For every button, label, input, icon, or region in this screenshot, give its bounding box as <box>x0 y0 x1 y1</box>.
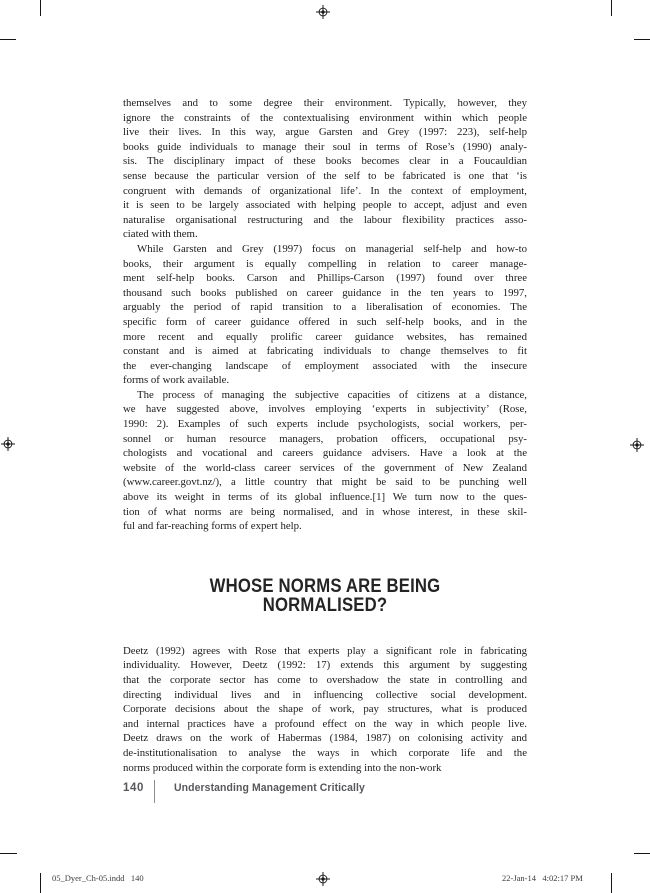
crop-mark <box>40 873 41 893</box>
text-line: de-institutionalisation to analyse the ways in which corporate life and the <box>123 746 527 759</box>
body-text-column <box>123 96 527 775</box>
page-number: 140 <box>123 782 144 794</box>
text-line: themselves and to some degree their environment. Typically, however, they <box>123 97 527 109</box>
text-line: live their lives. In this way, argue Garsten and Grey (1997: 223), self-help <box>123 126 527 139</box>
text-line: forms of work available. <box>123 374 230 387</box>
registration-mark-icon <box>316 5 330 19</box>
text-line: (www.career.govt.nz/), a little country that might be said to be punching well <box>123 476 527 489</box>
registration-mark-icon <box>630 438 644 452</box>
crop-mark <box>634 39 650 40</box>
text-line: directing individual lives and in influencing collective social development. <box>123 688 527 701</box>
crop-mark <box>40 0 41 16</box>
text-line: sonnel or human resource managers, probation officers, occupational psy- <box>123 432 527 445</box>
crop-mark <box>0 853 17 854</box>
text-line: ignore the constraints of the contextualising environment within which people <box>123 111 527 124</box>
footer-divider <box>154 780 155 803</box>
page-footer <box>123 780 527 803</box>
registration-mark-icon <box>316 872 330 886</box>
text-line: we have suggested above, involves employing ‘experts in subjectivity’ (Rose, <box>123 403 527 416</box>
text-line: The process of managing the subjective capacities of citizens at a distance, <box>137 388 527 401</box>
text-line: thousand such books published on career guidance in the ten years to 1997, <box>123 286 527 299</box>
text-line: While Garsten and Grey (1997) focus on managerial self-help and how-to <box>137 242 527 255</box>
text-line: sis. The disciplinary impact of these books becomes clear in a Foucauldian <box>123 155 527 168</box>
text-line: congruent with demands of organizational life’. In the context of employment, <box>123 184 527 197</box>
body-paragraph-3 <box>123 388 527 534</box>
body-paragraph-4 <box>123 644 527 775</box>
text-line: it is seen to be largely associated with helping people to accept, adjust and even <box>123 199 527 212</box>
text-line: more recent and equally prolific career guidance websites, has remained <box>123 330 527 343</box>
text-line: website of the world-class career services of the government of New Zealand <box>123 461 527 474</box>
crop-mark <box>611 873 612 893</box>
text-line: the ever-changing landscape of employment associated with the insecure <box>123 359 527 372</box>
body-paragraph-1 <box>123 96 527 242</box>
text-line: Corporate decisions about the shape of work, pay structures, what is produced <box>123 703 527 716</box>
text-line: norms produced within the corporate form is extending into the non-work <box>123 761 442 774</box>
text-line: ment self-help books. Carson and Phillips-Carson (1997) found over three <box>123 272 527 285</box>
text-line: and internal practices have a profound effect on the way in which people live. <box>123 717 527 730</box>
body-paragraph-2 <box>123 242 527 388</box>
text-line: arguably the period of rapid transition to a liberalisation of economies. The <box>123 301 527 314</box>
crop-mark <box>0 39 16 40</box>
registration-mark-icon <box>1 437 15 451</box>
text-line: books guide individuals to manage their soul in terms of Rose’s (1990) analy- <box>123 140 527 153</box>
text-line: sense because the particular version of the self to be fabricated is one that ‘is <box>123 169 527 182</box>
text-line: that the corporate sector has come to overshadow the state in controlling and <box>123 674 527 686</box>
text-line: tion of what norms are being normalised, and in whose interest, in these skil- <box>123 505 527 518</box>
text-line: naturalise organisational restructuring and the labour flexibility practices asso- <box>123 213 527 226</box>
running-head: Understanding Management Critically <box>174 782 365 794</box>
slug-timestamp: 22-Jan-14 4:02:17 PM <box>502 873 583 883</box>
text-line: individuality. However, Deetz (1992: 17) extends this argument by suggesting <box>123 659 527 672</box>
text-line: 1990: 2). Examples of such experts include psychologists, social workers, per- <box>123 418 527 431</box>
text-line: ciated with them. <box>123 228 198 241</box>
text-line: books, their argument is equally compelling in relation to career manage- <box>123 257 527 270</box>
crop-mark <box>634 853 650 854</box>
text-line: above its weight in terms of its global influence.[1] We turn now to the ques- <box>123 491 527 504</box>
text-line: Deetz (1992) agrees with Rose that experts play a significant role in fabricating <box>123 644 527 657</box>
crop-mark <box>611 0 612 16</box>
text-line: Deetz draws on the work of Habermas (1984, 1987) on colonising activity and <box>123 732 527 745</box>
text-line: specific form of career guidance offered in such self-help books, and in the <box>123 315 527 328</box>
text-line: chologists and vocational and careers guidance advisers. Have a look at the <box>123 447 527 460</box>
section-heading: WHOSE NORMS ARE BEING NORMALISED? <box>209 575 441 616</box>
text-line: ful and far-reaching forms of expert help. <box>123 520 302 533</box>
slug-filename: 05_Dyer_Ch-05.indd 140 <box>52 873 144 883</box>
text-line: constant and is aimed at fabricating individuals to change themselves to fit <box>123 345 527 358</box>
